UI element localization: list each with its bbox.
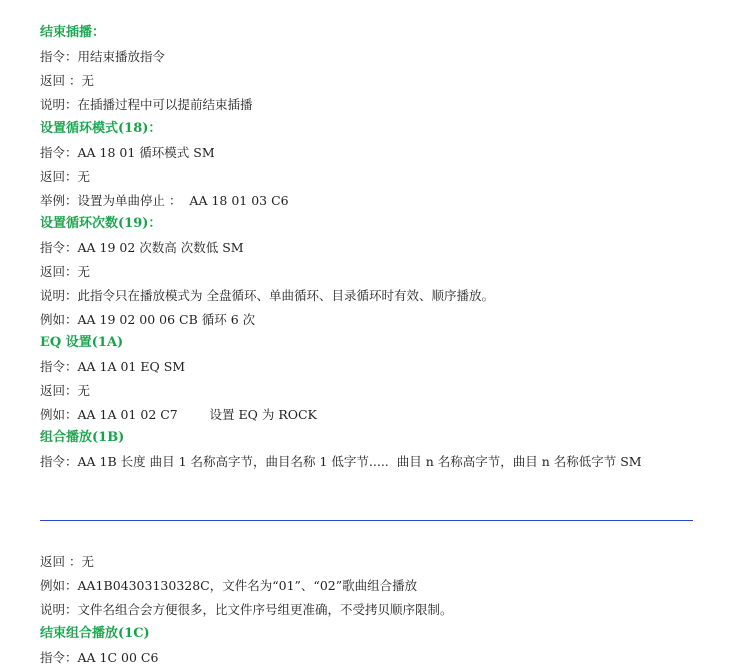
text-line: 说明：文件名组合会方便很多，比文件序号组更准确，不受拷贝顺序限制。 <box>40 602 453 617</box>
text-line: 返回：无 <box>40 264 91 279</box>
text-line: 指令：AA 18 01 循环模式 SM <box>40 145 215 160</box>
text-line: 指令：AA 1A 01 EQ SM <box>40 359 186 374</box>
text-line: 说明：在插播过程中可以提前结束插播 <box>40 97 253 112</box>
text-line: 返回 ：无 <box>40 73 94 88</box>
section-heading-end-combo-play: 结束组合播放(1C) <box>40 626 150 641</box>
text-line: 指令：AA 1B 长度 曲目 1 名称高字节，曲目名称 1 低字节..... 曲目 n 名称高字节，曲目 n 名称低字节 SM <box>40 454 642 469</box>
section-heading-end-interlude: 结束插播： <box>40 25 106 40</box>
section-heading-loop-count: 设置循环次数(19)： <box>40 216 162 231</box>
horizontal-divider <box>40 520 693 521</box>
text-line: 例如：AA1B04303130328C，文件名为“01”、“02”歌曲组合播放 <box>40 578 418 593</box>
text-line: 指令：用结束播放指令 <box>40 49 166 64</box>
section-heading-loop-mode: 设置循环模式(18)： <box>40 121 162 136</box>
section-heading-eq: EQ 设置(1A) <box>40 335 124 350</box>
text-line: 返回：无 <box>40 169 91 184</box>
text-line: 指令：AA 19 02 次数高 次数低 SM <box>40 240 244 255</box>
section-heading-combo-play: 组合播放(1B) <box>40 430 125 445</box>
text-line: 返回 ：无 <box>40 554 94 569</box>
text-line: 例如：AA 19 02 00 06 CB 循环 6 次 <box>40 312 256 327</box>
text-line: 例如：AA 1A 01 02 C7 设置 EQ 为 ROCK <box>40 407 317 422</box>
text-line: 指令：AA 1C 00 C6 <box>40 650 159 665</box>
text-line: 说明：此指令只在播放模式为 全盘循环、单曲循环、目录循环时有效、顺序播放。 <box>40 288 494 303</box>
text-line: 举例：设置为单曲停止 ： AA 18 01 03 C6 <box>40 193 289 208</box>
text-line: 返回：无 <box>40 383 91 398</box>
